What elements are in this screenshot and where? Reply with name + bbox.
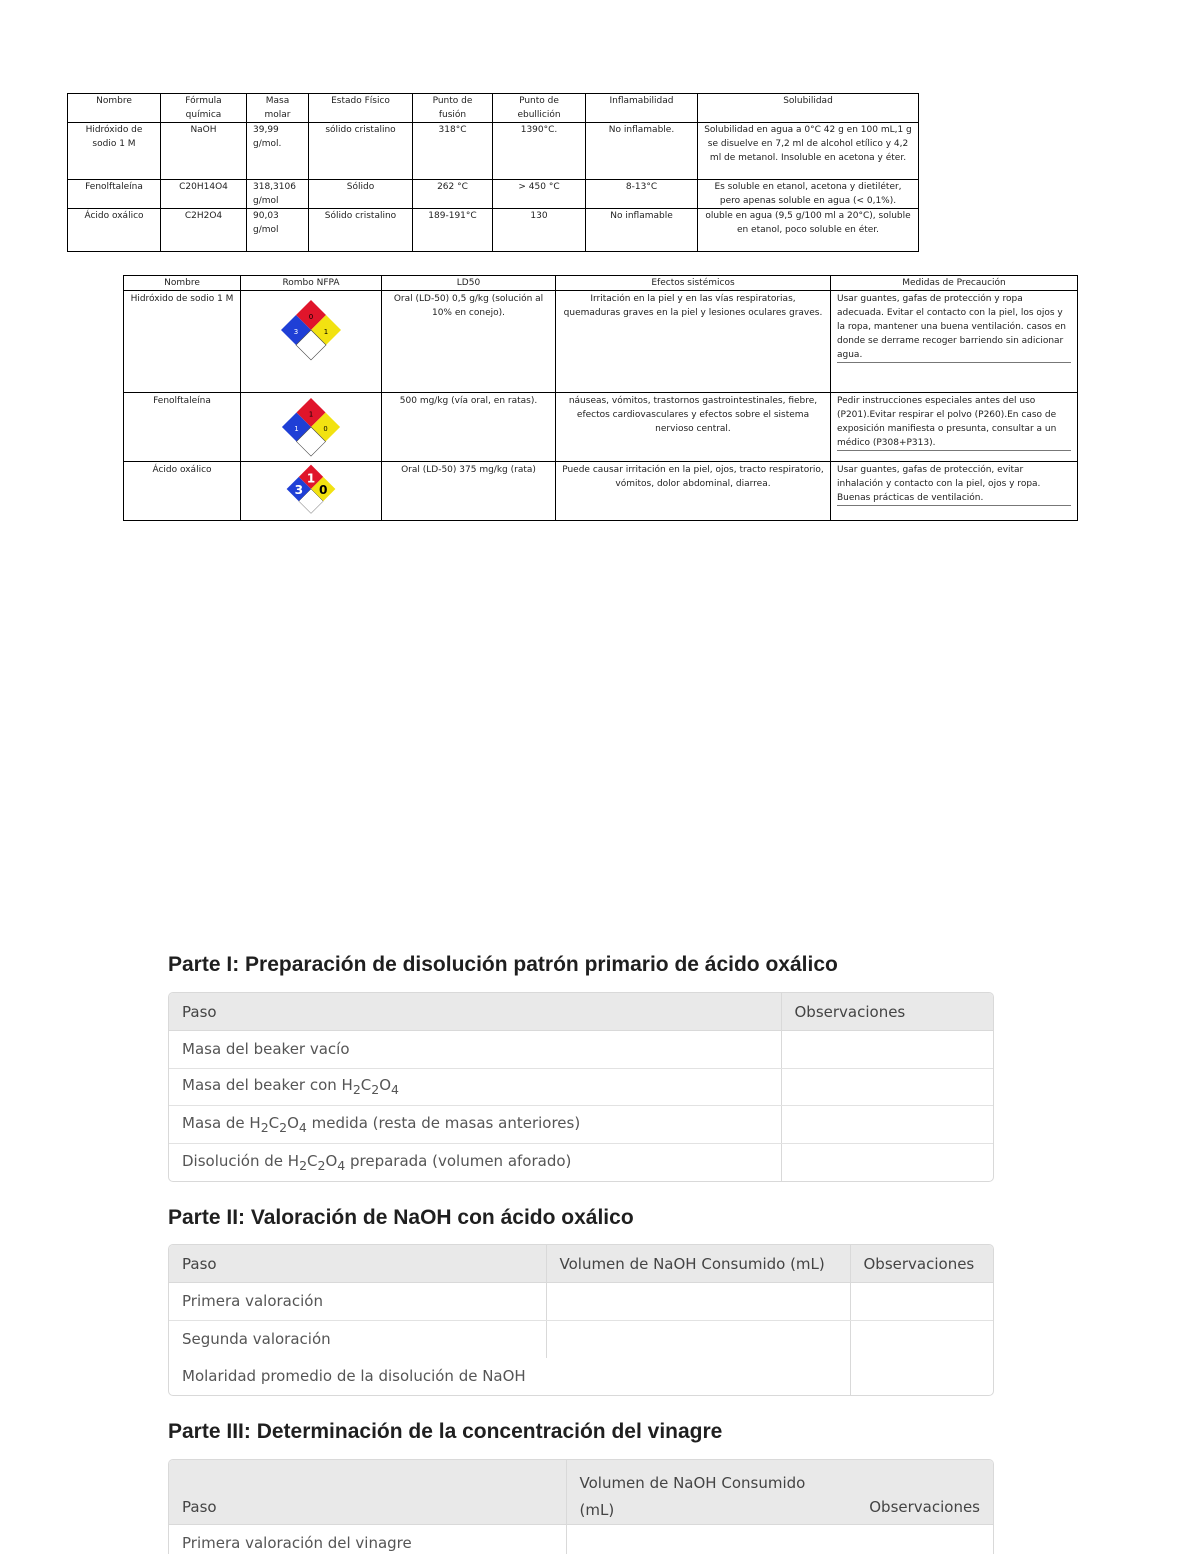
cell-nombre: Fenolftaleína — [68, 180, 161, 209]
cell-ld50: Oral (LD-50) 375 mg/kg (rata) — [382, 462, 556, 521]
nfpa-health-value: 1 — [294, 425, 298, 433]
cell-nombre: Hidróxido de sodio 1 M — [124, 291, 241, 393]
header-volumen: Volumen de NaOH Consumido (mL) — [546, 1245, 850, 1283]
table-row — [68, 209, 919, 252]
nfpa-fire-value: 0 — [309, 313, 313, 321]
step-label — [169, 1143, 781, 1181]
header-volumen — [566, 1460, 756, 1525]
header-ld50: LD50 — [382, 276, 556, 291]
properties-header-row — [68, 94, 919, 123]
formula-sub: 2 — [279, 1120, 287, 1135]
safety-table — [123, 275, 1078, 521]
header-efectos: Efectos sistémicos — [556, 276, 831, 291]
cell-precaucion — [831, 393, 1078, 462]
cell-solubilidad: Solubilidad en agua a 0°C 42 g en 100 mL,1 g se disuelve en 7,2 ml de alcohol etílico y 4,2 ml de metanol. Insoluble en acetona y éter. — [698, 123, 919, 180]
formula-part: O — [379, 1076, 391, 1094]
header-precaucion: Medidas de Precaución — [831, 276, 1078, 291]
cell-nfpa — [241, 462, 382, 521]
cell-nfpa — [241, 291, 382, 393]
table-row — [169, 1143, 993, 1181]
cell-estado: sólido cristalino — [309, 123, 413, 180]
step-text: Disolución de H — [182, 1152, 299, 1170]
cell-ebullicion: 1390°C. — [493, 123, 586, 180]
cell-fusion: 189-191°C — [413, 209, 493, 252]
cell-efectos: náuseas, vómitos, trastornos gastrointestinales, fiebre, efectos cardiovasculares y efectos sobre el sistema nervioso central. — [556, 393, 831, 462]
header-estado: Estado Físico — [309, 94, 413, 123]
observation-input[interactable] — [850, 1283, 993, 1321]
observation-input[interactable] — [781, 1068, 993, 1106]
formula-part: C — [269, 1114, 279, 1132]
part1-title: Parte I: Preparación de disolución patrón primario de ácido oxálico — [168, 953, 838, 977]
cell-inflamabilidad: No inflamable. — [586, 123, 698, 180]
formula-sub: 2 — [371, 1082, 379, 1097]
step-label: Molaridad promedio de la disolución de NaOH — [169, 1358, 546, 1396]
table-row — [68, 180, 919, 209]
header-observaciones: Observaciones — [781, 993, 993, 1031]
step-label — [169, 1106, 781, 1144]
table-row — [124, 462, 1078, 521]
table-row — [68, 123, 919, 180]
volume-input[interactable] — [546, 1320, 850, 1395]
cell-formula: C20H14O4 — [161, 180, 247, 209]
table-row — [169, 1106, 993, 1144]
precaution-text: Usar guantes, gafas de protección y ropa adecuada. Evitar el contacto con la piel, los ojos y la ropa, mantener una buena ventilación. casos en donde se derrame recoger barriendo sin adicionar agua. — [837, 292, 1071, 363]
part3-title: Parte III: Determinación de la concentración del vinagre — [168, 1420, 722, 1444]
cell-ld50: 500 mg/kg (vía oral, en ratas). — [382, 393, 556, 462]
cell-fusion: 262 °C — [413, 180, 493, 209]
cell-formula: NaOH — [161, 123, 247, 180]
part2-header-row — [169, 1245, 993, 1283]
volume-input[interactable] — [546, 1283, 850, 1321]
cell-nombre: Hidróxido de sodio 1 M — [68, 123, 161, 180]
part2-title: Parte II: Valoración de NaOH con ácido oxálico — [168, 1206, 634, 1230]
formula-part: O — [325, 1152, 337, 1170]
formula-part: O — [287, 1114, 299, 1132]
cell-masa: 39,99 g/mol. — [247, 123, 309, 180]
table-row — [169, 1068, 993, 1106]
formula-part: C — [361, 1076, 371, 1094]
observation-input[interactable] — [781, 1143, 993, 1181]
nfpa-fire-value: 1 — [307, 472, 315, 486]
header-rombo-nfpa: Rombo NFPA — [241, 276, 382, 291]
step-label: Primera valoración — [169, 1283, 546, 1321]
observation-input[interactable] — [781, 1031, 993, 1069]
header-paso: Paso — [169, 1245, 546, 1283]
table-row — [169, 1320, 993, 1358]
cell-nombre: Fenolftaleína — [124, 393, 241, 462]
cell-formula: C2H2O4 — [161, 209, 247, 252]
header-paso: Paso — [169, 993, 781, 1031]
formula-sub: 4 — [299, 1120, 307, 1135]
cell-inflamabilidad: No inflamable — [586, 209, 698, 252]
nfpa-diamond-icon — [279, 298, 343, 362]
header-ebullicion: Punto de ebullición — [493, 94, 586, 123]
properties-table — [67, 93, 919, 252]
header-nombre: Nombre — [68, 94, 161, 123]
safety-header-row — [124, 276, 1078, 291]
cell-solubilidad: Es soluble en etanol, acetona y dietiléter, pero apenas soluble en agua (< 0,1%). — [698, 180, 919, 209]
header-fusion: Punto de fusión — [413, 94, 493, 123]
cell-nfpa — [241, 393, 382, 462]
header-formula: Fórmula química — [161, 94, 247, 123]
observation-input[interactable] — [781, 1106, 993, 1144]
header-volumen-line1: Volumen de NaOH Consumido — [580, 1474, 806, 1492]
cell-ebullicion: > 450 °C — [493, 180, 586, 209]
part3-header-row — [169, 1460, 993, 1525]
cell-precaucion — [831, 462, 1078, 521]
nfpa-health-value: 3 — [295, 483, 303, 497]
cell-masa: 318,3106 g/mol — [247, 180, 309, 209]
step-label: Segunda valoración — [169, 1320, 546, 1358]
formula-part: C — [307, 1152, 317, 1170]
cell-ebullicion: 130 — [493, 209, 586, 252]
table-row — [124, 291, 1078, 393]
cell-nombre: Ácido oxálico — [68, 209, 161, 252]
step-label: Primera valoración del vinagre — [169, 1525, 566, 1554]
header-nombre: Nombre — [124, 276, 241, 291]
header-observaciones: Observaciones — [850, 1245, 993, 1283]
nfpa-diamond-icon — [280, 396, 342, 458]
header-solubilidad: Solubilidad — [698, 94, 919, 123]
precaution-text: Usar guantes, gafas de protección, evitar inhalación y contacto con la piel, ojos y ropa. Buenas prácticas de ventilación. — [837, 463, 1071, 506]
cell-solubilidad: oluble en agua (9,5 g/100 ml a 20°C), soluble en etanol, poco soluble en éter. — [698, 209, 919, 252]
nfpa-reactivity-value: 1 — [324, 328, 328, 336]
header-paso: Paso — [169, 1460, 566, 1525]
step-label — [169, 1068, 781, 1106]
step-label: Masa del beaker vacío — [169, 1031, 781, 1069]
formula-sub: 2 — [318, 1158, 326, 1173]
header-masa-molar: Masa molar — [247, 94, 309, 123]
header-observaciones: Observaciones — [756, 1460, 993, 1525]
part1-table — [168, 992, 994, 1182]
part1-header-row — [169, 993, 993, 1031]
cell-efectos: Irritación en la piel y en las vías respiratorias, quemaduras graves en la piel y lesiones oculares graves. — [556, 291, 831, 393]
formula-sub: 2 — [353, 1082, 361, 1097]
formula-sub: 2 — [261, 1120, 269, 1135]
volume-input[interactable] — [566, 1525, 993, 1554]
cell-inflamabilidad: 8-13°C — [586, 180, 698, 209]
step-text: Masa del beaker con H — [182, 1076, 353, 1094]
cell-nombre: Ácido oxálico — [124, 462, 241, 521]
nfpa-diamond-icon — [285, 463, 337, 515]
cell-estado: Sólido — [309, 180, 413, 209]
header-volumen-line2: (mL) — [580, 1501, 615, 1519]
nfpa-fire-value: 1 — [309, 410, 313, 418]
cell-precaucion — [831, 291, 1078, 393]
formula-sub: 2 — [299, 1158, 307, 1173]
formula-sub: 4 — [391, 1082, 399, 1097]
cell-ld50: Oral (LD-50) 0,5 g/kg (solución al 10% en conejo). — [382, 291, 556, 393]
part3-table — [168, 1459, 994, 1554]
precaution-text: Pedir instrucciones especiales antes del uso (P201).Evitar respirar el polvo (P260).En caso de exposición manifiesta o presunta, consultar a un médico (P308+P313). — [837, 394, 1071, 451]
observation-input[interactable] — [850, 1320, 993, 1395]
formula-sub: 4 — [337, 1158, 345, 1173]
table-row — [169, 1031, 993, 1069]
cell-estado: Sólido cristalino — [309, 209, 413, 252]
cell-efectos: Puede causar irritación en la piel, ojos, tracto respiratorio, vómitos, dolor abdominal, diarrea. — [556, 462, 831, 521]
nfpa-reactivity-value: 0 — [323, 425, 327, 433]
header-inflamabilidad: Inflamabilidad — [586, 94, 698, 123]
cell-masa: 90,03 g/mol — [247, 209, 309, 252]
nfpa-reactivity-value: 0 — [319, 483, 327, 497]
table-row — [169, 1283, 993, 1321]
table-row — [169, 1525, 993, 1554]
cell-fusion: 318°C — [413, 123, 493, 180]
step-text: medida (resta de masas anteriores) — [307, 1114, 580, 1132]
part2-table — [168, 1244, 994, 1396]
step-text: Masa de H — [182, 1114, 261, 1132]
step-text: preparada (volumen aforado) — [345, 1152, 571, 1170]
table-row — [124, 393, 1078, 462]
nfpa-health-value: 3 — [294, 328, 298, 336]
